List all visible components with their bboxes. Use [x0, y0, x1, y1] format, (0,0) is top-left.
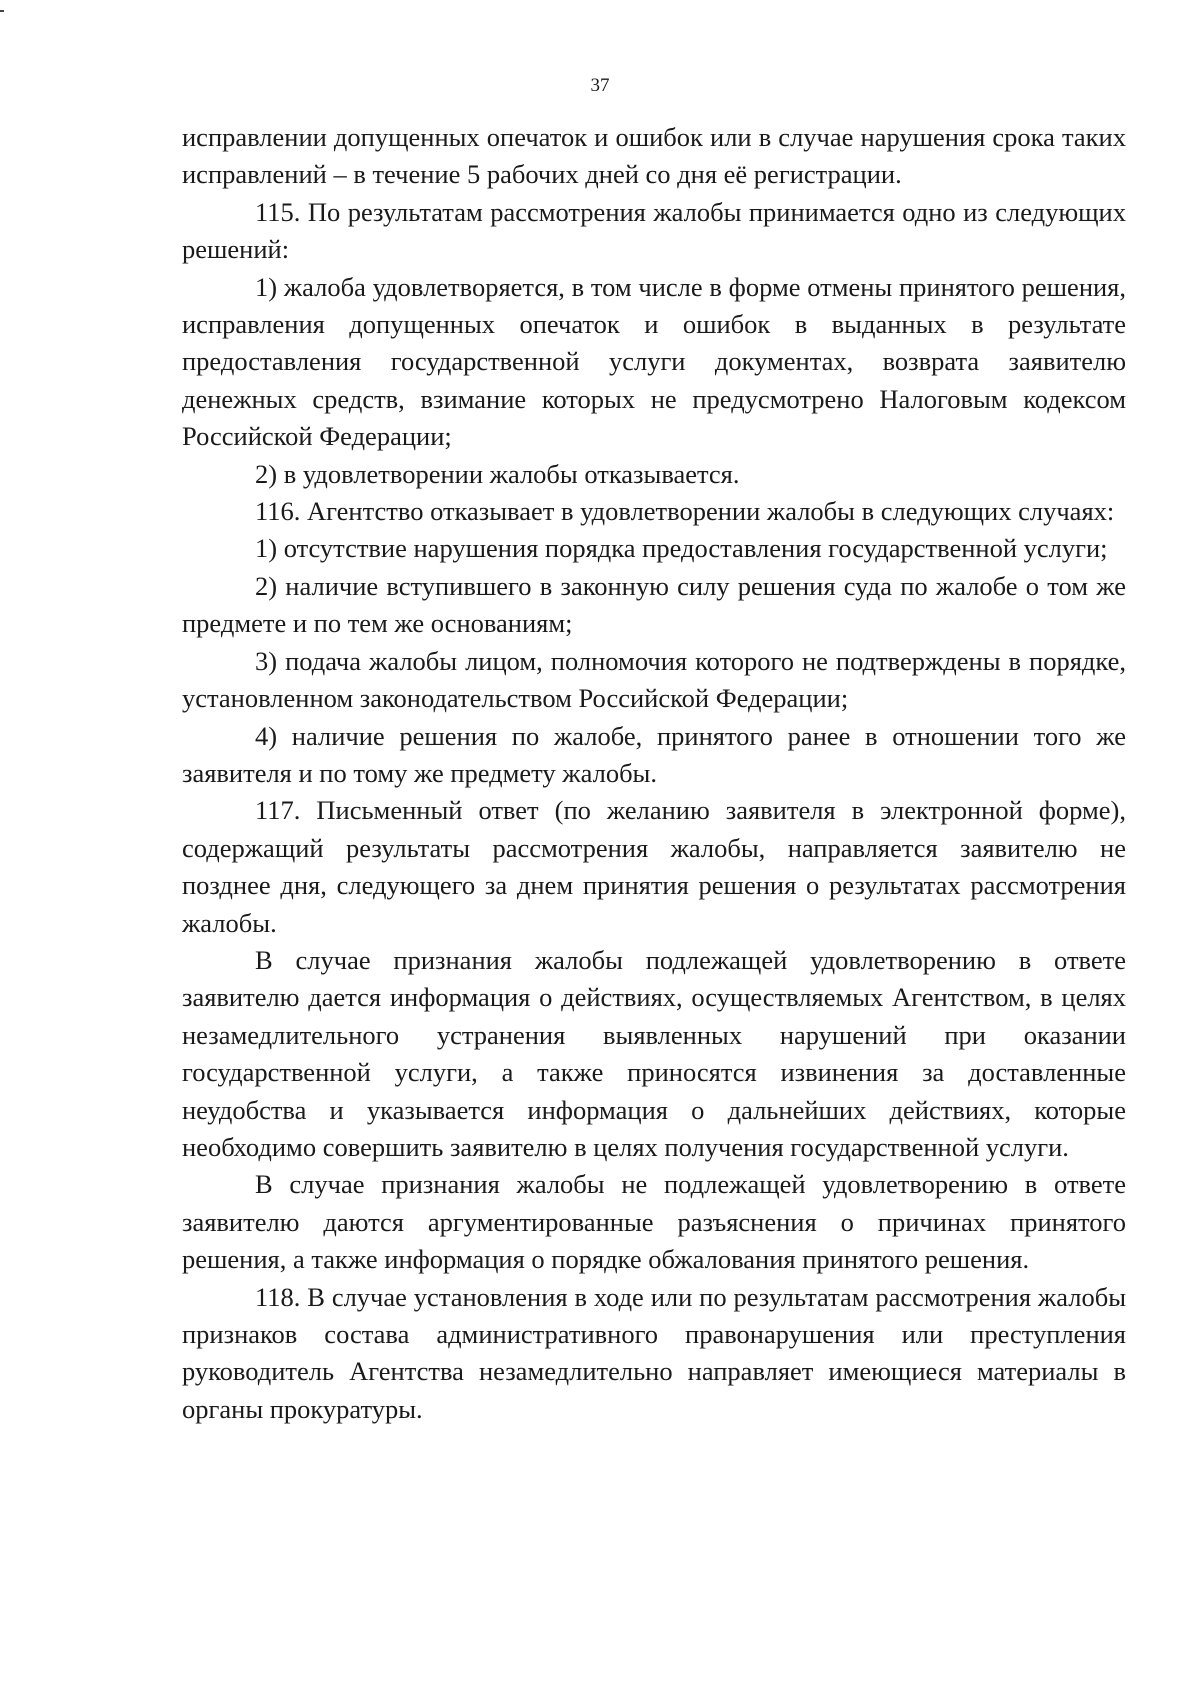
document-body	[182, 119, 1126, 1428]
list-item-116-3: 3) подача жалобы лицом, полномочия которого не подтверждены в порядке, установленном законодательством Российской Федерации;	[182, 645, 1126, 714]
list-item-115-2: 2) в удовлетворении жалобы отказывается.	[255, 458, 740, 489]
list-item-116-2: 2) наличие вступившего в законную силу решения суда по жалобе о том же предмете и по тем же основаниям;	[182, 570, 1126, 639]
paragraph-117-rejected: В случае признания жалобы не подлежащей удовлетворению в ответе заявителю даются аргументированные разъяснения о причинах принятого решения, а также информация о порядке обжалования принятого решения.	[182, 1169, 1126, 1275]
paragraph-117: 117. Письменный ответ (по желанию заявителя в электронной форме), содержащий результаты рассмотрения жалобы, направляется заявителю не позднее дня, следующего за днем принятия решения о результатах рассмотрения жалобы.	[182, 795, 1126, 938]
scan-edge-mark	[0, 10, 4, 12]
paragraph-116: 116. Агентство отказывает в удовлетворении жалобы в следующих случаях:	[255, 496, 1115, 527]
paragraph-continuation: исправлении допущенных опечаток и ошибок или в случае нарушения срока таких исправлений – в течение 5 рабочих дней со дня её регистрации.	[182, 122, 1126, 190]
paragraph-118: 118. В случае установления в ходе или по результатам рассмотрения жалобы признаков состава административного правонарушения или преступления руководитель Агентства незамедлительно направляет имеющиеся материалы в органы прокуратуры.	[182, 1281, 1126, 1424]
paragraph-115: 115. По результатам рассмотрения жалобы принимается одно из следующих решений:	[182, 196, 1126, 265]
list-item-116-4: 4) наличие решения по жалобе, принятого ранее в отношении того же заявителя и по тому же предмету жалобы.	[182, 720, 1126, 788]
page-number: 37	[590, 75, 610, 96]
paragraph-117-satisfied: В случае признания жалобы подлежащей удовлетворению в ответе заявителю дается информация о действиях, осуществляемых Агентством, в целях незамедлительного устранения выявленных нарушений при оказании государственной услуги, а также приносятся извинения за доставленные неудобства и указывается информация о дальнейших действиях, которые необходимо совершить заявителю в целях получения государственной услуги.	[182, 944, 1126, 1162]
list-item-116-1: 1) отсутствие нарушения порядка предоставления государственной услуги;	[255, 533, 1108, 564]
list-item-115-1: 1) жалоба удовлетворяется, в том числе в форме отмены принятого решения, исправления допущенных опечаток и ошибок в выданных в результате предоставления государственной услуги документах, возврата заявителю денежных средств, взимание которых не предусмотрено Налоговым кодексом Российской Федерации;	[182, 271, 1126, 452]
